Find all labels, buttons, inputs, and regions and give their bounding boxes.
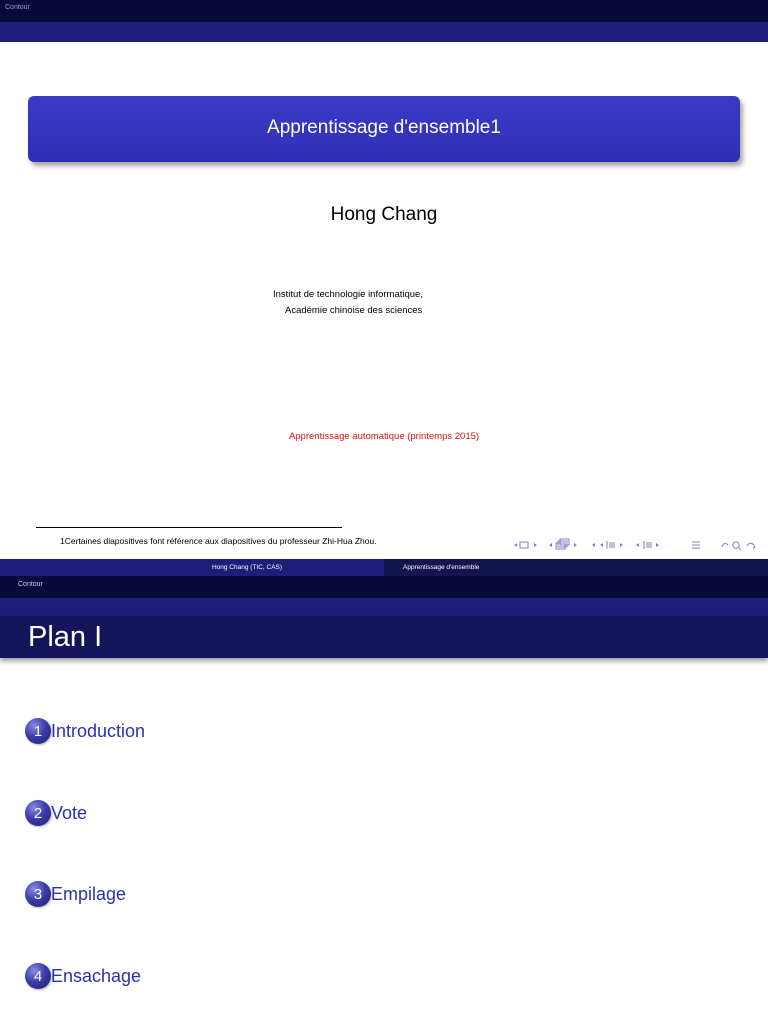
toc-item-label: Ensachage — [51, 965, 142, 986]
toc-item-label: Empilage — [51, 883, 127, 904]
author-name: Hong Chang — [330, 204, 438, 225]
toc-number-ball: 3 — [25, 881, 51, 907]
slide-footer — [0, 559, 768, 576]
toc-item-label: Introduction — [51, 720, 146, 741]
institute-line-2: Académie chinoise des sciences — [285, 305, 423, 316]
header-nav-contour[interactable]: Contour — [18, 581, 43, 588]
header-nav-bar — [0, 576, 768, 598]
nav-doc-icon[interactable] — [690, 539, 704, 551]
frame-title-bar — [0, 616, 768, 658]
presentation-title: Apprentissage d'ensemble1 — [267, 117, 501, 138]
header-subbar — [0, 598, 768, 616]
header-subbar — [0, 22, 768, 42]
course-date: Apprentissage automatique (printemps 2015) — [288, 431, 480, 442]
toc-item-vote[interactable] — [25, 798, 87, 828]
nav-search-icon[interactable] — [720, 539, 762, 551]
nav-section-icon[interactable] — [634, 539, 674, 551]
title-box — [28, 96, 740, 162]
toc-number-ball: 2 — [25, 800, 51, 826]
toc-item-label: Vote — [51, 802, 88, 823]
toc-number-ball: 4 — [25, 963, 51, 989]
footnote-rule — [36, 527, 342, 528]
footer-author: Hong Chang (TIC, CAS) — [0, 559, 384, 576]
outline-slide — [0, 576, 768, 1024]
header-nav-bar — [0, 0, 768, 22]
footer-title: Apprentissage d'ensemble — [384, 559, 768, 576]
footnote: 1Certaines diapositives font référence aux diapositives du professeur Zhi-Hua Zhou. — [60, 536, 377, 546]
header-nav-contour[interactable]: Contour — [5, 4, 30, 11]
toc-item-empilage[interactable] — [25, 879, 126, 909]
frame-title: Plan I — [28, 621, 103, 653]
toc-item-introduction[interactable] — [25, 716, 145, 746]
toc-item-ensachage[interactable] — [25, 961, 141, 991]
toc-number-ball: 1 — [25, 718, 51, 744]
nav-subsection-icon[interactable] — [590, 539, 630, 551]
nav-frame-prev-icon[interactable] — [512, 539, 548, 551]
institute-line-1: Institut de technologie informatique, — [273, 289, 423, 300]
nav-frame-icon[interactable] — [546, 538, 584, 552]
